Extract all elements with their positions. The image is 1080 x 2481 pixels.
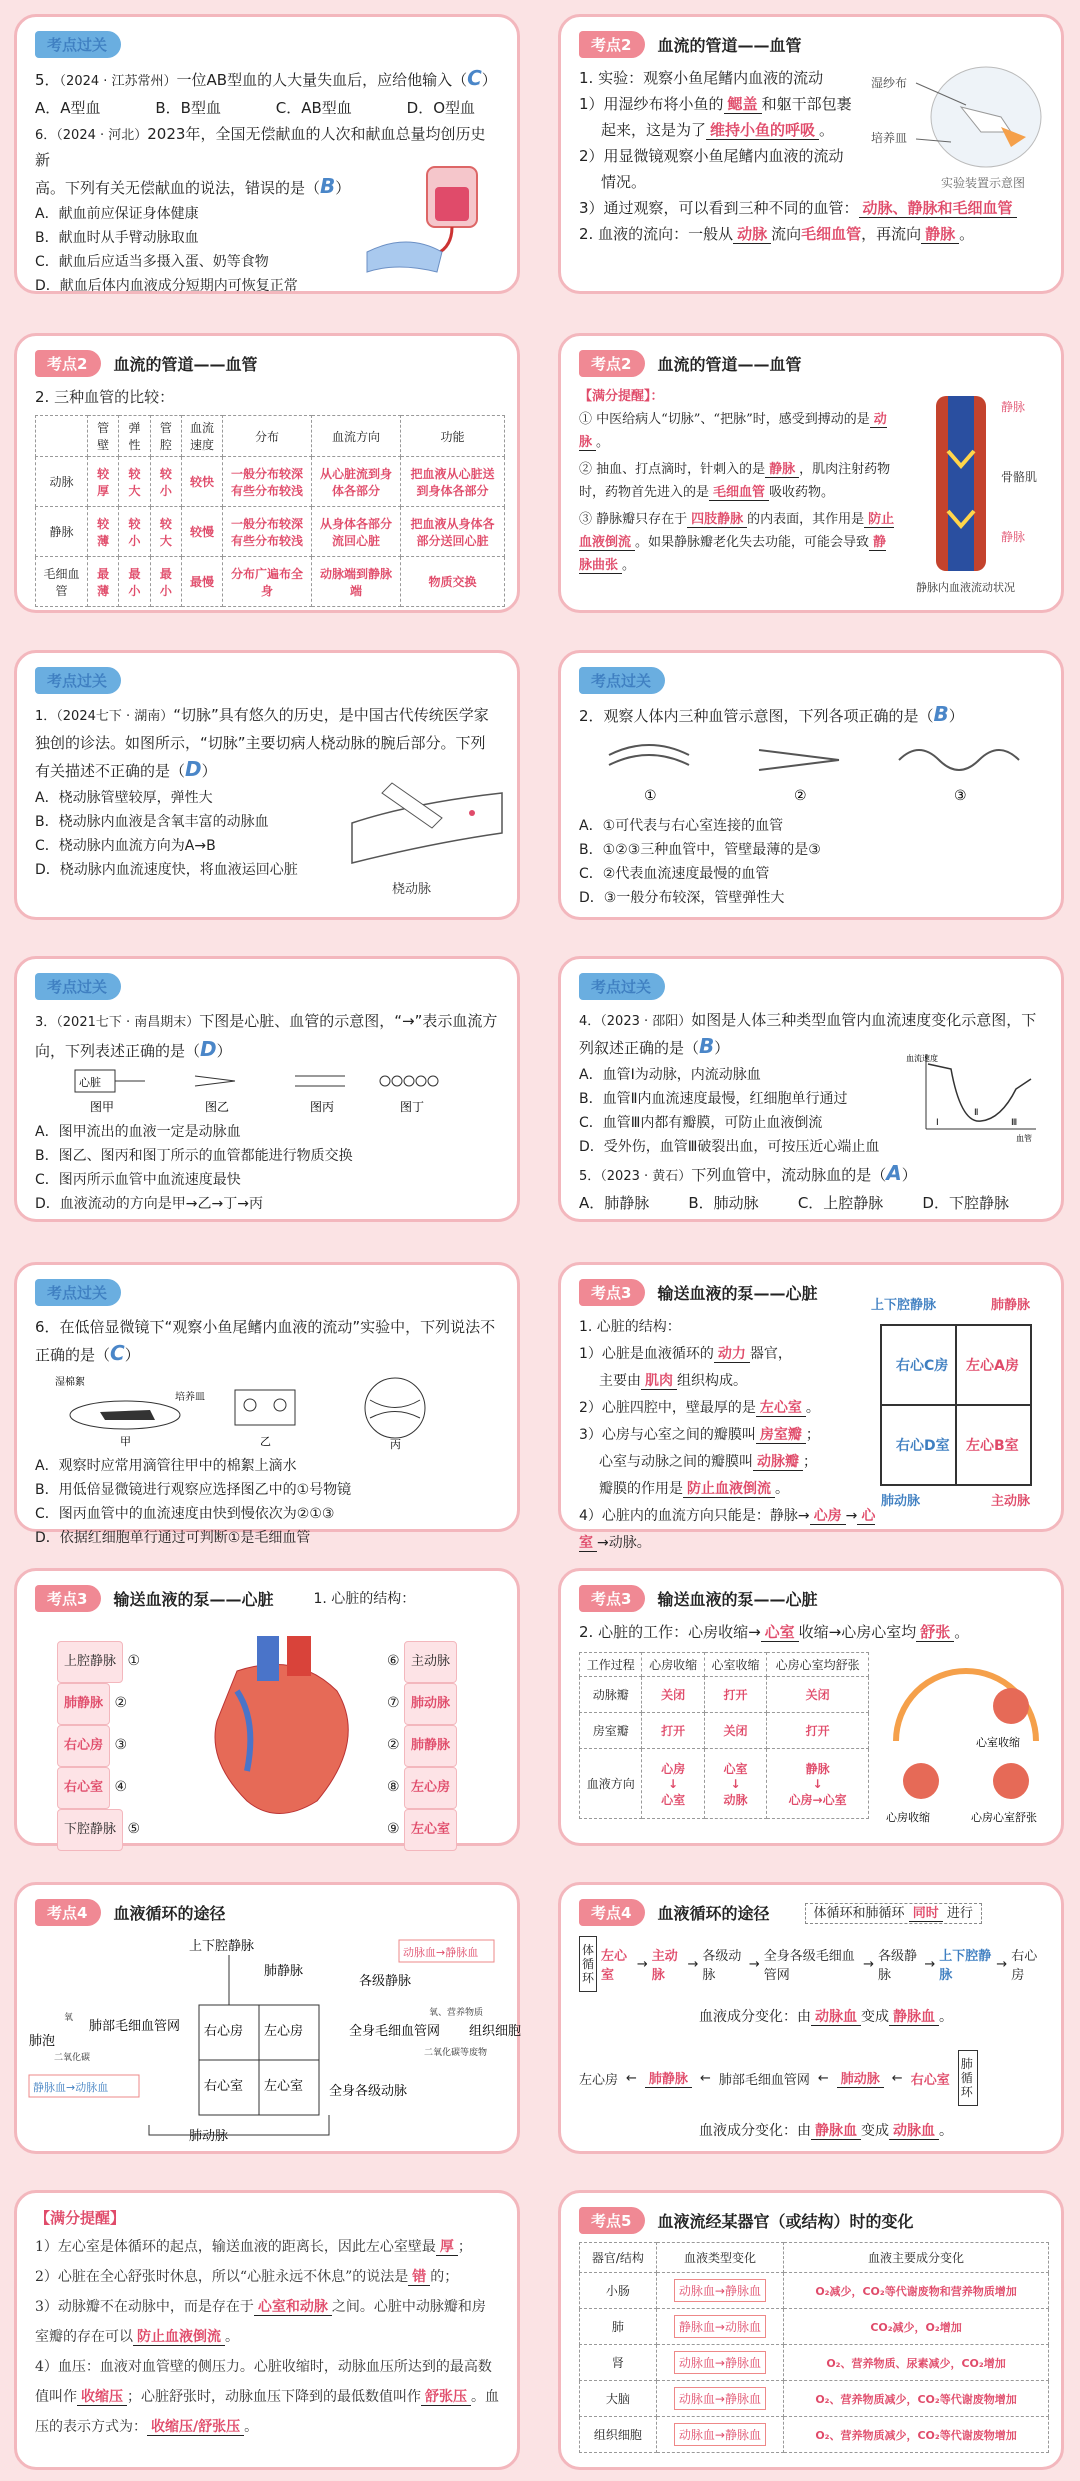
option: B．B型血 — [155, 99, 221, 117]
option: B．血管Ⅱ内血流速度最慢，红细胞单行通过 — [579, 1091, 848, 1107]
option: D．依据红细胞单行通过可判断①是毛细血管 — [35, 1530, 311, 1546]
svg-text:主动脉: 主动脉 — [991, 1494, 1031, 1509]
answer-mark: C — [467, 66, 482, 90]
svg-text:乙: 乙 — [260, 1435, 271, 1448]
svg-text:心房心室舒张: 心房心室舒张 — [971, 1811, 1037, 1824]
option: A．肺静脉 — [579, 1194, 650, 1212]
svg-text:丙: 丙 — [390, 1438, 401, 1451]
svg-text:Ⅲ: Ⅲ — [1011, 1118, 1018, 1128]
svg-text:氧: 氧 — [64, 2013, 74, 2023]
svg-text:动脉血→静脉血: 动脉血→静脉血 — [403, 1946, 479, 1959]
vein-valve-illustration — [906, 391, 1056, 601]
card-heart-work: 考点3 输送血液的泵——心脏 2. 心脏的工作：心房收缩→ 心室 收缩→心房心室均 舒张 。 工作过程 心房收缩 心室收缩 心房心室均舒张 动脉瓣 关闭 打开 关闭 房室瓣 打开 关闭 打开 血液方向 心房 ↓ 心室 心室 ↓ 动脉 静脉 ↓ 心房→心室 心室收缩 心房收缩 心房心室舒张 — [558, 1568, 1064, 1846]
option: B．①②③三种血管中，管壁最薄的是③ — [579, 842, 821, 858]
svg-text:二氧化碳等废物: 二氧化碳等废物 — [424, 2048, 488, 2058]
svg-text:全身毛细血管网: 全身毛细血管网 — [349, 2024, 441, 2039]
card-heart-vessel-question: 考点过关 3．（2021七下 · 南昌期末）下图是心脏、血管的示意图，“→”表示血流方向，下列表述正确的是（D） 心脏 图甲 图乙 图丙 图丁 A．图甲流出的血液一定是动脉血 B．图乙、图丙和图丁所示的血管都能进行物质交换 C．图丙所示血管中血流速度最快 D．血液流动的方向是甲→乙→丁→丙 — [14, 956, 520, 1222]
svg-text:图丁: 图丁 — [400, 1100, 425, 1114]
svg-text:二氧化碳: 二氧化碳 — [54, 2053, 91, 2063]
svg-text:静脉内血液流动状况: 静脉内血液流动状况 — [916, 581, 1015, 594]
option: A．献血前应保证身体健康 — [35, 206, 199, 222]
card-microscope-question: 考点过关 6．在低倍显微镜下“观察小鱼尾鳍内血液的流动”实验中，下列说法不正确的是（C） 湿棉絮 培养皿 甲 乙 丙 A．观察时应常用滴管往甲中的棉絮上滴水 B．用低倍显微镜进行观察应选择图乙中的①号物镜 C．图丙血管中的血流速度由快到慢依次为②①③ D．依据红细胞单行通过可判断①是毛细血管 — [14, 1262, 520, 1532]
option: A．①可代表与右心室连接的血管 — [579, 818, 784, 834]
option: C．②代表血流速度最慢的血管 — [579, 866, 770, 882]
circulation-path-diagram — [29, 1935, 522, 2145]
svg-text:Ⅱ: Ⅱ — [974, 1108, 979, 1118]
card-circulation-routes: 考点4 血液循环的途径 体循环和肺循环 同时 进行 体循环 左心室 → 主动脉 → 各级动脉 → 全身各级毛细血管网 → 各级静脉 → 上下腔静脉 → 右心房 血液成分变化：由 动脉血 变成 静脉血 。 左心房 ← 肺静脉 ← 肺部毛细血管网 ← 肺动脉 ← 右心室 肺循环 血液成分变化：由 静脉血 变成 动脉血 。 — [558, 1882, 1064, 2154]
option: B．肺动脉 — [688, 1194, 759, 1212]
option: A．图甲流出的血液一定是动脉血 — [35, 1124, 241, 1140]
option: C．桡动脉内血流方向为A→B — [35, 838, 216, 854]
svg-text:上下腔静脉: 上下腔静脉 — [871, 1298, 937, 1313]
option: C．图丙血管中的血流速度由快到慢依次为②①③ — [35, 1506, 335, 1522]
svg-text:上下腔静脉: 上下腔静脉 — [189, 1939, 255, 1954]
svg-text:全身各级动脉: 全身各级动脉 — [329, 2084, 408, 2099]
heart-anatomy-illustration — [177, 1631, 377, 1831]
card-vessel-diagram-question: 考点过关 2．观察人体内三种血管示意图，下列各项正确的是（B） ① ② ③ A．①可代表与右心室连接的血管 B．①②③三种血管中，管壁最薄的是③ C．②代表血流速度最慢的血管 D．③一般分布较深，管壁弹性大 — [558, 650, 1064, 920]
svg-text:①: ① — [644, 788, 657, 804]
option: A．血管Ⅰ为动脉，内流动脉血 — [579, 1067, 761, 1083]
svg-text:肺泡: 肺泡 — [29, 2034, 56, 2049]
svg-text:血流速度: 血流速度 — [906, 1054, 938, 1063]
svg-text:肺动脉: 肺动脉 — [881, 1494, 921, 1509]
svg-text:静脉血→动脉血: 静脉血→动脉血 — [33, 2081, 109, 2094]
svg-text:图乙: 图乙 — [205, 1100, 230, 1114]
svg-text:静脉: 静脉 — [1001, 530, 1026, 544]
svg-text:左心室: 左心室 — [264, 2079, 304, 2094]
svg-text:甲: 甲 — [120, 1435, 131, 1448]
option: C．上腔静脉 — [797, 1194, 884, 1212]
svg-text:图丙: 图丙 — [310, 1100, 335, 1114]
blood-speed-graph — [906, 1049, 1046, 1144]
heart-vessel-diagram — [35, 1066, 505, 1116]
svg-text:培养皿: 培养皿 — [871, 131, 908, 145]
blood-donation-illustration — [367, 157, 507, 277]
option: C．AB型血 — [275, 99, 352, 117]
svg-text:左心B室: 左心B室 — [966, 1438, 1019, 1454]
svg-text:右心D室: 右心D室 — [896, 1438, 950, 1454]
option: B．桡动脉内血液是含氧丰富的动脉血 — [35, 814, 269, 830]
section-tag: 考点过关 — [35, 31, 121, 58]
heart-work-table: 工作过程 心房收缩 心室收缩 心房心室均舒张 动脉瓣 关闭 打开 关闭 房室瓣 打开 关闭 打开 血液方向 心房 ↓ 心室 心室 ↓ 动脉 静脉 ↓ 心房→心室 — [579, 1652, 869, 1819]
wrist-pulse-illustration — [352, 763, 512, 903]
svg-text:肺静脉: 肺静脉 — [264, 1964, 304, 1979]
svg-text:湿棉絮: 湿棉絮 — [55, 1377, 85, 1388]
svg-text:氧、营养物质: 氧、营养物质 — [429, 2008, 484, 2018]
svg-text:肺动脉: 肺动脉 — [189, 2129, 229, 2144]
option: C．图丙所示血管中血流速度最快 — [35, 1172, 241, 1188]
heart-chamber-diagram — [861, 1295, 1051, 1515]
svg-text:静脉: 静脉 — [1001, 400, 1026, 414]
option: D．O型血 — [406, 99, 475, 117]
option: C．献血后应适当多摄入蛋、奶等食物 — [35, 254, 269, 270]
svg-text:组织细胞: 组织细胞 — [469, 2024, 522, 2039]
option: D．血液流动的方向是甲→乙→丁→丙 — [35, 1196, 263, 1212]
option: D．桡动脉内血流速度快，将血液运回心脏 — [35, 862, 298, 878]
card-tips-blood-pressure: 【满分提醒】 1）左心室是体循环的起点，输送血液的距离长，因此左心室壁最 厚 ； 2）心脏在全心舒张时休息，所以“心脏永远不休息”的说法是 错 的； 3）动脉瓣不在动脉中，而是存在于 心室和动脉 之间。心脏中动脉瓣和房室瓣的存在可以 防止血液倒流 。 4）血压：血液对血管壁的侧压力。心脏收缩时，动脉血压所达到的最高数值叫作 收缩压 ；心脏舒张时，动脉血压下降到的最低数值叫作 舒张压 。血压的表示方式为： 收缩压/舒张压 。 — [14, 2190, 520, 2470]
card-circulation-diagram: 考点4 血液循环的途径 上下腔静脉 肺静脉 各级静脉 动脉血→静脉血 右心房 左心房 右心室 左心室 肺泡 肺部毛细血管网 全身毛细血管网 组织细胞 肺动脉 全身各级动脉 静脉血→动脉血 氧 二氧化碳 氧、营养物质 二氧化碳等废物 — [14, 1882, 520, 2154]
svg-text:各级静脉: 各级静脉 — [359, 1974, 412, 1989]
option: A．观察时应常用滴管往甲中的棉絮上滴水 — [35, 1458, 297, 1474]
svg-text:湿纱布: 湿纱布 — [871, 76, 908, 90]
option: B．献血时从手臂动脉取血 — [35, 230, 199, 246]
svg-text:右心房: 右心房 — [204, 2024, 244, 2039]
heart-cycle-illustration — [881, 1651, 1051, 1831]
card-vessel-comparison-table: 考点2 血流的管道——血管 2. 三种血管的比较： 管壁 弹性 管腔 血流速度 分布 血流方向 功能 动脉 较厚 较大 较小 较快 一般分布较深有些分布较浅 从心脏流到身体各部分 把血液从心脏送到身体各部分 静脉 较薄 较小 较大 较慢 一般分布较深有些分布较浅 从身体各部分流回心脏 把血液从身体各部分送回心脏 毛细血管 最薄 最小 最小 最慢 分布广遍布全身 动脉端到静脉端 物质交换 — [14, 333, 520, 613]
svg-text:②: ② — [794, 788, 807, 804]
svg-text:心室收缩: 心室收缩 — [976, 1736, 1020, 1749]
card-heart-structure-text: 考点3 输送血液的泵——心脏 1. 心脏的结构： 1）心脏是血液循环的 动力 器官， 主要由 肌肉 组织构成。 2）心脏四腔中，壁最厚的是 左心室 。 3）心房与心室之间的瓣膜叫 房室瓣 ； 心室与动脉之间的瓣膜叫 动脉瓣 ； 瓣膜的作用是 防止血液倒流 。 4）心脏内的血流方向只能是：静脉→ 心房 → 心室 →动脉。 上下腔静脉 肺静脉 右心C房 左心A房 右心D室 左心B室 肺动脉 主动脉 — [558, 1262, 1064, 1532]
svg-text:心脏: 心脏 — [79, 1076, 101, 1089]
svg-text:骨骼肌: 骨骼肌 — [1001, 470, 1038, 484]
card-pulse-question: 考点过关 1．（2024七下 · 湖南）“切脉”具有悠久的历史，是中国古代传统医学家独创的诊法。如图所示，“切脉”主要切病人桡动脉的腕后部分。下列有关描述不正确的是（D） A．桡动脉管壁较厚，弹性大 B．桡动脉内血液是含氧丰富的动脉血 C．桡动脉内血流方向为A→B D．桡动脉内血流速度快，将血液运回心脏 桡动脉 — [14, 650, 520, 920]
svg-text:培养皿: 培养皿 — [175, 1392, 205, 1403]
svg-text:左心房: 左心房 — [264, 2024, 304, 2039]
card-fish-tail-experiment: 考点2 血流的管道——血管 1. 实验：观察小鱼尾鳍内血液的流动 1）用湿纱布将小鱼的 鳃盖 和躯干部包裹 起来，这是为了 维持小鱼的呼吸 。 2）用显微镜观察小鱼尾鳍内血液的流动 情况。 3）通过观察，可以看到三种不同的血管： 动脉、静脉和毛细血管 2. 血液的流向：一般从 动脉 流向毛细血管，再流向 静脉 。 湿纱布 培养皿 实验装置示意图 — [558, 14, 1064, 294]
experiment-device-illustration — [861, 47, 1051, 197]
svg-text:右心C房: 右心C房 — [896, 1358, 949, 1374]
svg-text:左心A房: 左心A房 — [966, 1358, 1019, 1374]
svg-text:图甲: 图甲 — [90, 1100, 115, 1114]
svg-text:肺静脉: 肺静脉 — [991, 1298, 1031, 1313]
svg-text:③: ③ — [954, 788, 967, 804]
svg-text:桡动脉: 桡动脉 — [392, 882, 432, 897]
option: D．③一般分布较深，管壁弹性大 — [579, 890, 785, 906]
option: B．用低倍显微镜进行观察应选择图乙中的①号物镜 — [35, 1482, 352, 1498]
option: A．A型血 — [35, 99, 101, 117]
card-blood-speed-question: 考点过关 4．（2023 · 邵阳）如图是人体三种类型血管内血流速度变化示意图，下列叙述正确的是（B） A．血管Ⅰ为动脉，内流动脉血 B．血管Ⅱ内血流速度最慢，红细胞单行通过 C．血管Ⅲ内都有瓣膜，可防止血液倒流 D．受外伤，血管Ⅲ破裂出血，可按压近心端止血 5．（2023 · 黄石）下列血管中，流动脉血的是（A） A．肺静脉 B．肺动脉 C．上腔静脉 D．下腔静脉 血流速度 血管 Ⅰ Ⅱ Ⅲ — [558, 956, 1064, 1222]
vessel-comparison-table: 管壁 弹性 管腔 血流速度 分布 血流方向 功能 动脉 较厚 较大 较小 较快 一般分布较深有些分布较浅 从心脏流到身体各部分 把血液从心脏送到身体各部分 静脉 较薄 较小 较大 较慢 一般分布较深有些分布较浅 从身体各部分流回心脏 把血液从身体各部分送回心脏 毛细血管 最薄 最小 最小 最慢 分布广遍布全身 动脉端到静脉端 物质交换 — [35, 415, 505, 607]
three-vessels-diagram — [579, 730, 1039, 810]
microscope-experiment-diagram — [35, 1370, 505, 1450]
svg-text:实验装置示意图: 实验装置示意图 — [941, 176, 1026, 190]
svg-text:血管: 血管 — [1016, 1134, 1032, 1143]
option: B．图乙、图丙和图丁所示的血管都能进行物质交换 — [35, 1148, 353, 1164]
svg-text:心房收缩: 心房收缩 — [886, 1811, 930, 1824]
option: A．桡动脉管壁较厚，弹性大 — [35, 790, 213, 806]
organ-blood-change-table: 器官/结构 血液类型变化 血液主要成分变化 小肠 动脉血→静脉血 O₂减少，CO₂等代谢废物和营养物质增加 肺 静脉血→动脉血 CO₂减少，O₂增加 肾 动脉血→静脉血 O₂、营养物质、尿素减少，CO₂增加 大脑 动脉血→静脉血 O₂、营养物质减少，CO₂等代谢废物增加 组织细胞 动脉血→静脉血 O₂、营养物质减少，CO₂等代谢废物增加 — [579, 2242, 1049, 2453]
card-organ-blood-changes: 考点5 血液流经某器官（或结构）时的变化 器官/结构 血液类型变化 血液主要成分变化 小肠 动脉血→静脉血 O₂减少，CO₂等代谢废物和营养物质增加 肺 静脉血→动脉血 CO₂减少，O₂增加 肾 动脉血→静脉血 O₂、营养物质、尿素减少，CO₂增加 大脑 动脉血→静脉血 O₂、营养物质减少，CO₂等代谢废物增加 组织细胞 动脉血→静脉血 O₂、营养物质减少，CO₂等代谢废物增加 — [558, 2190, 1064, 2470]
card-heart-anatomy: 考点3 输送血液的泵——心脏 1. 心脏的结构： 上腔静脉 ① 肺静脉 ② 右心房 ③ 右心室 ④ 下腔静脉 ⑤ ⑥ 主动脉 ⑦ 肺动脉 ② 肺静脉 ⑧ 左心房 ⑨ 左心室 — [14, 1568, 520, 1846]
svg-text:右心室: 右心室 — [204, 2079, 244, 2094]
option: D．下腔静脉 — [922, 1194, 1009, 1212]
card-blood-donation-questions: 考点过关 5．（2024 · 江苏常州）一位AB型血的人大量失血后，应给他输入（C） A．A型血 B．B型血 C．AB型血 D．O型血 6．（2024 · 河北）2023年，全国无偿献血的人次和献血总量均创历史新 高。下列有关无偿献血的说法，错误的是（B） A．献血前应保证身体健康 B．献血时从手臂动脉取血 C．献血后应适当多摄入蛋、奶等食物 D．献血后体内血液成分短期内可恢复正常 — [14, 14, 520, 294]
option: D．献血后体内血液成分短期内可恢复正常 — [35, 278, 298, 294]
option: D．受外伤，血管Ⅲ破裂出血，可按压近心端止血 — [579, 1139, 880, 1155]
option: C．血管Ⅲ内都有瓣膜，可防止血液倒流 — [579, 1115, 823, 1131]
svg-text:肺部毛细血管网: 肺部毛细血管网 — [89, 2019, 181, 2034]
svg-text:Ⅰ: Ⅰ — [936, 1118, 939, 1128]
card-vessel-tips: 考点2 血流的管道——血管 【满分提醒】： ① 中医给病人“切脉”、“把脉”时，感受到搏动的是 动脉 。 ② 抽血、打点滴时，针刺入的是 静脉 ，肌肉注射药物时，药物首先进入的是 毛细血管 吸收药物。 ③ 静脉瓣只存在于 四肢静脉 的内表面，其作用是 防止血液倒流 。如果静脉瓣老化失去功能，可能会导致 静脉曲张 。 静脉 骨骼肌 静脉 静脉内血液流动状况 — [558, 333, 1064, 613]
